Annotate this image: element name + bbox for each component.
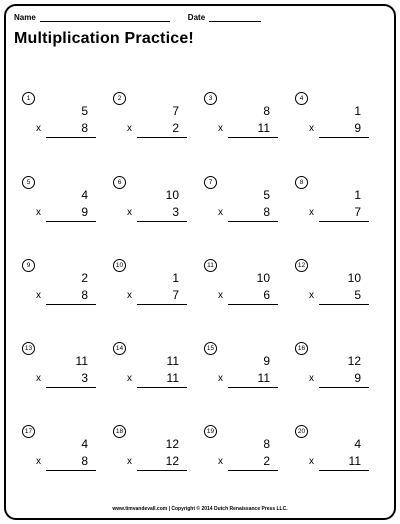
- problem-number: 17: [22, 425, 35, 438]
- problem-number: 7: [204, 176, 217, 189]
- problem-item: [22, 176, 102, 236]
- multiply-sign: x: [36, 290, 41, 301]
- multiply-sign: x: [36, 373, 41, 384]
- name-label: Name: [14, 13, 36, 22]
- problem-number: 10: [113, 259, 126, 272]
- multiplier: 8: [81, 454, 88, 468]
- multiply-sign: x: [127, 290, 132, 301]
- multiplicand: 9: [263, 354, 270, 368]
- problem-number: 14: [113, 342, 126, 355]
- problem-number: 9: [22, 259, 35, 272]
- multiplier: 8: [81, 121, 88, 135]
- answer-line: [137, 137, 187, 138]
- multiplicand: 11: [166, 354, 179, 368]
- problem-number: 20: [295, 425, 308, 438]
- problem-number: 11: [204, 259, 217, 272]
- date-label: Date: [187, 13, 206, 22]
- multiplicand: 2: [81, 271, 88, 285]
- problem-number: 15: [204, 342, 217, 355]
- problem-item: [204, 92, 284, 152]
- multiplier: 9: [354, 121, 361, 135]
- multiplicand: 8: [263, 104, 270, 118]
- problem-item: [113, 342, 193, 402]
- multiply-sign: x: [36, 207, 41, 218]
- multiply-sign: x: [218, 123, 223, 134]
- multiply-sign: x: [309, 207, 314, 218]
- problem-number: 5: [22, 176, 35, 189]
- answer-line: [319, 470, 369, 471]
- multiply-sign: x: [127, 456, 132, 467]
- problem-number: 19: [204, 425, 217, 438]
- multiplicand: 10: [347, 271, 361, 285]
- multiplicand: 11: [75, 354, 88, 368]
- multiplicand: 4: [354, 437, 361, 451]
- problem-item: [22, 92, 102, 152]
- problem-number: 4: [295, 92, 308, 105]
- multiplicand: 12: [165, 437, 179, 451]
- problem-item: [22, 425, 102, 485]
- multiplier: 11: [257, 371, 270, 385]
- answer-line: [46, 221, 96, 222]
- multiplier: 9: [354, 371, 361, 385]
- answer-line: [319, 387, 369, 388]
- multiply-sign: x: [309, 456, 314, 467]
- problem-number: 6: [113, 176, 126, 189]
- problem-item: [22, 342, 102, 402]
- multiply-sign: x: [309, 290, 314, 301]
- multiplicand: 4: [81, 437, 88, 451]
- multiply-sign: x: [309, 373, 314, 384]
- page-title: Multiplication Practice!: [14, 30, 194, 47]
- answer-line: [46, 137, 96, 138]
- multiplicand: 12: [347, 354, 361, 368]
- problem-item: [295, 259, 375, 319]
- multiplier: 7: [172, 288, 179, 302]
- problem-item: [113, 176, 193, 236]
- multiply-sign: x: [127, 373, 132, 384]
- multiplier: 3: [81, 371, 88, 385]
- multiplier: 2: [172, 121, 179, 135]
- problem-number: 16: [295, 342, 308, 355]
- answer-line: [137, 387, 187, 388]
- multiplier: 11: [166, 371, 179, 385]
- multiplier: 8: [81, 288, 88, 302]
- problem-item: [113, 259, 193, 319]
- multiply-sign: x: [36, 123, 41, 134]
- multiply-sign: x: [36, 456, 41, 467]
- answer-line: [46, 387, 96, 388]
- multiplier: 6: [263, 288, 270, 302]
- problem-item: [295, 176, 375, 236]
- problem-item: [204, 176, 284, 236]
- multiply-sign: x: [127, 123, 132, 134]
- problem-number: 8: [295, 176, 308, 189]
- date-line: [209, 13, 261, 22]
- problem-number: 1: [22, 92, 35, 105]
- multiplicand: 1: [172, 271, 179, 285]
- problem-number: 13: [22, 342, 35, 355]
- answer-line: [137, 304, 187, 305]
- answer-line: [46, 304, 96, 305]
- problem-item: [113, 92, 193, 152]
- multiplicand: 4: [81, 188, 88, 202]
- multiplicand: 10: [165, 188, 179, 202]
- problem-item: [295, 425, 375, 485]
- problem-item: [204, 259, 284, 319]
- answer-line: [319, 221, 369, 222]
- problem-item: [295, 92, 375, 152]
- multiply-sign: x: [218, 290, 223, 301]
- multiply-sign: x: [309, 123, 314, 134]
- problem-item: [295, 342, 375, 402]
- multiply-sign: x: [218, 207, 223, 218]
- multiplicand: 10: [256, 271, 270, 285]
- multiplicand: 1: [354, 104, 361, 118]
- multiplier: 7: [354, 205, 361, 219]
- answer-line: [228, 137, 278, 138]
- answer-line: [137, 470, 187, 471]
- footer-copyright: www.timvandevall.com | Copyright © 2014 Dutch Renaissance Press LLC.: [112, 506, 288, 512]
- answer-line: [228, 304, 278, 305]
- problem-number: 18: [113, 425, 126, 438]
- problem-item: [204, 342, 284, 402]
- problem-number: 2: [113, 92, 126, 105]
- multiply-sign: x: [218, 373, 223, 384]
- multiplier: 2: [263, 454, 270, 468]
- multiplicand: 5: [263, 188, 270, 202]
- answer-line: [46, 470, 96, 471]
- multiplier: 9: [81, 205, 88, 219]
- multiplier: 5: [354, 288, 361, 302]
- problem-item: [113, 425, 193, 485]
- multiplier: 3: [172, 205, 179, 219]
- answer-line: [137, 221, 187, 222]
- answer-line: [228, 470, 278, 471]
- answer-line: [228, 387, 278, 388]
- multiplier: 11: [257, 121, 270, 135]
- multiplicand: 1: [354, 188, 361, 202]
- problem-item: [22, 259, 102, 319]
- problem-number: 12: [295, 259, 308, 272]
- multiplier: 11: [348, 454, 361, 468]
- answer-line: [228, 221, 278, 222]
- multiply-sign: x: [218, 456, 223, 467]
- multiplier: 8: [263, 205, 270, 219]
- multiply-sign: x: [127, 207, 132, 218]
- multiplicand: 5: [81, 104, 88, 118]
- name-line: [40, 13, 170, 22]
- problem-number: 3: [204, 92, 217, 105]
- answer-line: [319, 304, 369, 305]
- multiplicand: 8: [263, 437, 270, 451]
- multiplier: 12: [165, 454, 179, 468]
- multiplicand: 7: [172, 104, 179, 118]
- answer-line: [319, 137, 369, 138]
- header-fields: [14, 13, 261, 22]
- problem-item: [204, 425, 284, 485]
